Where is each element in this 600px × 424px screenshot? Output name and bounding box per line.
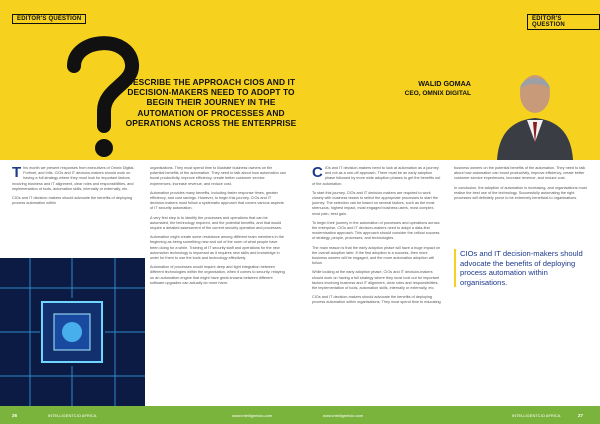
drop-cap-c: C [312, 164, 323, 181]
byline [347, 79, 471, 97]
person-name: WALID GOMAA [418, 79, 471, 88]
url-left: www.intelligentcio.com [232, 413, 273, 418]
paragraph: business owners on the potential benefits of the automation. They need to talk about how automation can boost productivity, improve efficiency, create better customer service experiences, increase revenue, and reduce cost. [454, 166, 586, 181]
paragraph: CIOs and IT decision-makers should advocate the benefits of deploying process automation within [12, 196, 133, 206]
page-number-left: 26 [12, 413, 18, 418]
paragraph: Automation of processes would require deep and tight integration between different technologies within the organisation, when it comes to security, relaying on an automation engine that might have great knowns between different software upgrades can actually do more harm. [150, 265, 285, 285]
paragraph: While looking at the early adoption phase, CIOs and IT decision-makers should work on having a full strategy where they must look out for important factors involving business and IT alignment, clear roles and responsibilities, the implementation of tools, automation skills, internally or externally, etc. [312, 270, 440, 291]
paragraph: In conclusion, the adoption of automation is increasing, and organisations must realise the best use of the technology. Successfully automating the right processes will definitely prove to be extremely beneficial to organisations. [454, 185, 587, 201]
person-portrait [475, 60, 595, 160]
paragraph: A very first step is to identify the processes and operations that can be automated, the technology required, and the potential benefits, and that would require a detailed assessment of the current security operation and processes. [150, 215, 282, 231]
person-role: CEO, OMNIX DIGITAL [404, 90, 471, 97]
brand-right: INTELLIGENTCIO AFRICA [512, 413, 561, 418]
pull-quote: CIOs and IT decision-makers should advocate the benefits of deploying process automation within organisations. [454, 249, 594, 287]
page-number-right: 27 [578, 413, 584, 418]
paragraph: his month we present responses from executives of Omnix Digital, Fortinet, and Infis. CIOs and IT decision-makers should work on having a full strategy where they must look for important factors involving business and IT alignment, clear roles and responsibilities, and implementation of tools, automation skills, internally or externally, etc. [12, 166, 135, 191]
paragraph: Automation provides many benefits, including faster response times, greater efficiency, and cost savings. However, to begin this journey, CIOs and IT decision-makers must follow a systematic approach that covers various aspects of IT security automation. [150, 190, 284, 211]
section-tag-left: EDITOR'S QUESTION [12, 14, 86, 24]
paragraph: IOs and IT decision-makers need to look at automation as a journey and not as a one-off approach. There must be an early adoption phase followed by more wide adoption phases to get the benefits out of the automation. [312, 166, 441, 186]
paragraph: To begin their journey in the automation of processes and operations across the enterprise, CIOs and IT decision-makers need to adopt a data-first modernisation approach. This approach should consider the critical success of strategy, people, processes, and technologies. [312, 220, 440, 241]
circuit-chip-image [0, 258, 145, 406]
column-1 [12, 166, 140, 210]
paragraph: organisations. They must spend time to illustrate business owners on the potential benefits of the automation. They need to talk about how automation can boost productivity, improve efficiency, create better customer service experiences, increase revenue, and reduce cost. [150, 166, 286, 186]
paragraph: Automation might create some resistance among different team members in the beginning as being something new and out of the norm of what people have been doing for a while. Training of IT security staff and operations for the new automation technology is important as it requires new skills and knowledge in order for them to use the tools and technology effectively. [150, 235, 284, 261]
paragraph: To start this journey, CIOs and IT decision-makers are required to work closely with business teams to select the appropriate processes to start the journey. The selection can be based on several factors, such as the most strenuous, highest impact, most engaged business users, most complex, most pain, best gain. [312, 190, 438, 216]
brand-left: INTELLIGENTCIO AFRICA [48, 413, 97, 418]
url-right: www.intelligentcio.com [323, 413, 364, 418]
paragraph: The main reason is that the early adoption phase will have a huge impact on the overall adoption later. If the first adoption is a success, then more business owners will be engaged, and the more automation adoption will follow. [312, 245, 441, 266]
column-2 [150, 166, 286, 290]
paragraph: CIOs and IT decision-makers should advocate the benefits of deploying process automation within organisations. They must spend time to educating [312, 295, 441, 305]
column-4 [454, 166, 588, 205]
article-headline: DESCRIBE THE APPROACH CIOS AND IT DECISION-MAKERS NEED TO ADOPT TO BEGIN THEIR JOURNEY IN THE AUTOMATION OF PROCESSES AND OPERATIONS ACROSS THE ENTERPRISE [125, 77, 297, 128]
drop-cap-t: T [12, 164, 22, 181]
column-3 [312, 166, 442, 310]
section-tag-right: EDITOR'S QUESTION [527, 14, 600, 30]
